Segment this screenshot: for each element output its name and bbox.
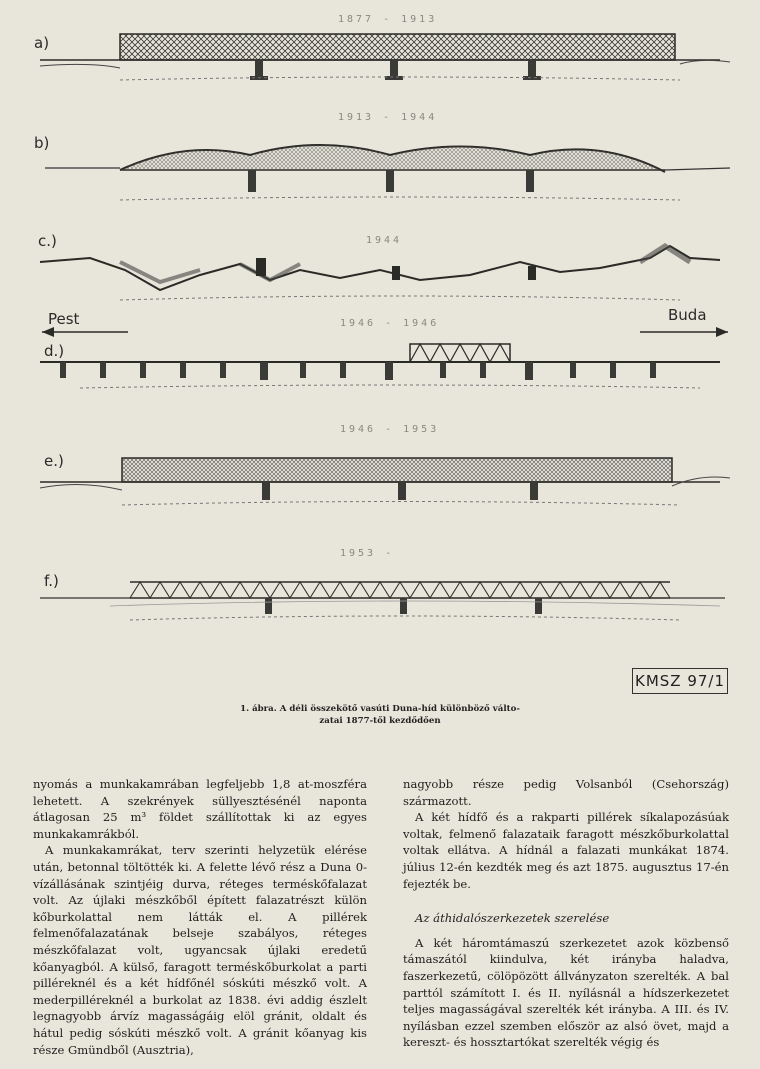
left-paragraph-1: nyomás a munkakamrában legfeljebb 1,8 at-moszféra lehetett. A szekrények süllyesztésénél naponta átlagosan 25 m³ földet szállítottak ki az egyes munkakamrákból. (33, 777, 367, 841)
direction-buda: Buda (668, 306, 707, 324)
direction-pest: Pest (48, 310, 80, 328)
panel-years-a: 1877 - 1913 (338, 14, 438, 25)
right-paragraph-2: A két hídfő és a rakparti pillérek síkalapozásúak voltak, felmenő falazataik faragott mészkőburkolattal voltak ellátva. A hídnál a falazati munkákat 1874. július 12-én kezdték meg és azt 1875. augusztus 17-én fejezték be. (403, 810, 729, 891)
panel-label-a: a) (34, 34, 50, 52)
panel-years-c: 1944 (366, 235, 403, 246)
figure-caption (160, 703, 600, 727)
bridge-variant-b (45, 145, 730, 200)
section-heading: Az áthidalószerkezetek szerelése (415, 911, 610, 926)
bridge-variant-e (40, 458, 730, 505)
panel-label-d: d.) (44, 342, 65, 360)
bridge-variant-c (40, 246, 720, 300)
right-paragraph-3: A két háromtámaszú szerkezetet azok közbenső támaszától kiindulva, két irányba haladva, faszerkezetű, cölöpözött állványzaton szerelték. A bal parttól számított I. és II. nyílásnál a hídszerkezetet teljes magasságával szerelték két irányba. A III. és IV. nyílásban ezzel szemben először az alsó övet, majd a kereszt- és hossztartókat szerelték végig és (403, 935, 729, 1050)
panel-label-b: b) (34, 134, 50, 152)
archive-stamp: KMSZ 97/1 (632, 668, 728, 694)
panel-label-f: f.) (44, 572, 59, 590)
left-paragraph-2: A munkakamrákat, terv szerinti helyzetük elérése után, betonnal töltötték ki. A felette lévő rész a Duna 0-vízállásának szintjéig durva, réteges terméskőfalazat volt. Az újlaki mészkőből épített falazatrészt külön kőburkolattal nem látták el. A pillérek felmenőfalazatának belseje szabályos, réteges mészkőfalazat volt, ugyancsak újlaki eredetű kőanyagból. A külső, faragott terméskőburkolat a parti pilléreknél és a két hídfőnél sóskúti mészkő volt. A mederpilléreknél a burkolat az 1838. évi addig észlelt legnagyobb árvíz magasságáig elöl gránit, oldalt és hátul pedig sóskúti mészkő volt. A gránit kőanyag kis része Gmündből (Ausztria), (33, 843, 367, 1057)
panel-label-e: e.) (44, 452, 64, 470)
right-text-column (403, 776, 729, 1051)
right-paragraph-1: nagyobb része pedig Volsanból (Csehország) származott. (403, 777, 729, 808)
caption-line-1: 1. ábra. A déli összekötő vasúti Duna-híd különböző válto- (240, 704, 520, 714)
bridge-variant-d (40, 344, 720, 388)
caption-line-2: zatai 1877-től kezdődően (319, 716, 441, 726)
panel-label-c: c.) (38, 232, 57, 250)
bridge-variant-f (40, 582, 725, 620)
panel-years-b: 1913 - 1944 (338, 112, 438, 123)
left-text-column (33, 776, 367, 1058)
bridge-variant-a (40, 34, 730, 80)
panel-years-d: 1946 - 1946 (340, 318, 440, 329)
panel-years-e: 1946 - 1953 (340, 424, 440, 435)
panel-years-f: 1953 - (340, 548, 395, 559)
